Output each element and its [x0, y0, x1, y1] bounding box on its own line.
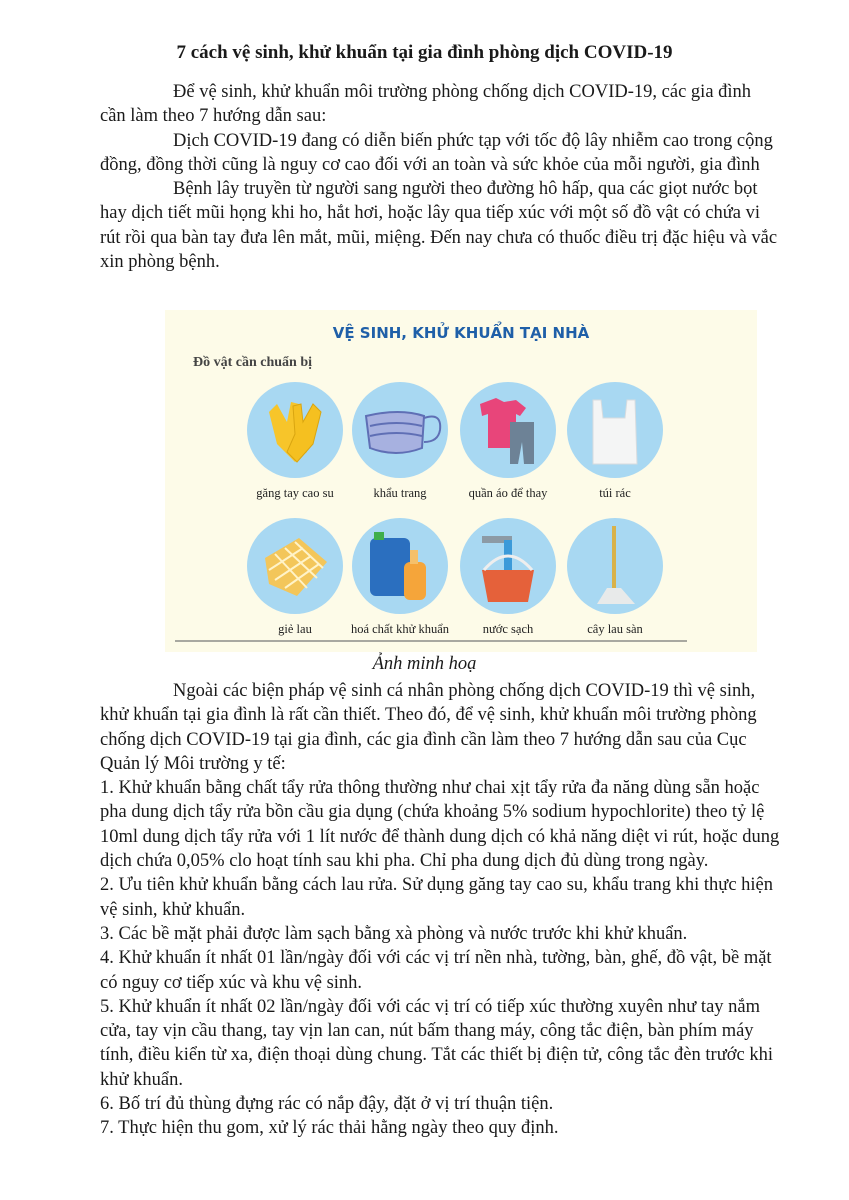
cloth-icon	[247, 518, 343, 614]
body-section	[100, 679, 780, 1141]
intro-paragraph: Để vệ sinh, khử khuẩn môi trường phòng chống dịch COVID-19, các gia đình cần làm theo 7 hướng dẫn sau:	[100, 82, 752, 127]
illustration-figure	[165, 310, 757, 652]
trash-bag-icon	[567, 382, 663, 478]
item-gloves	[240, 382, 350, 501]
item-label: quần áo để thay	[468, 486, 548, 500]
step-item: 1. Khử khuẩn bằng chất tẩy rửa thông thường như chai xịt tẩy rửa đa năng dùng sẵn hoặc pha dung dịch tẩy rửa bồn cầu gia dụng (chứa khoảng 5% sodium hypochlorite) theo tỷ lệ 10ml dung dịch tẩy rửa với 1 lít nước để thành dung dịch có khả năng diệt vi rút, hoặc dung dịch chứa 0,05% clo hoạt tính sau khi pha. Chỉ pha dung dịch đủ dùng trong ngày.	[100, 778, 780, 872]
figure-title: VỆ SINH, KHỬ KHUẨN TẠI NHÀ	[332, 324, 590, 342]
intro-paragraph: Bệnh lây truyền từ người sang người theo đường hô hấp, qua các giọt nước bọt hay dịch tiết mũi họng khi ho, hắt hơi, hoặc lây qua tiếp xúc với một số đồ vật có chứa vi rút rồi qua bàn tay đưa lên mắt, mũi, miệng. Đến nay chưa có thuốc điều trị đặc hiệu và vắc xin phòng bệnh.	[100, 179, 778, 273]
item-water	[453, 518, 563, 637]
item-label: khẩu trang	[373, 486, 427, 500]
figure-divider	[175, 640, 687, 642]
mask-icon	[352, 382, 448, 478]
item-trash-bag	[560, 382, 670, 501]
gloves-icon	[247, 382, 343, 478]
item-label: nước sạch	[482, 622, 534, 636]
clothes-icon	[460, 382, 556, 478]
item-label: hoá chất khử khuẩn	[350, 622, 450, 636]
item-mask	[345, 382, 455, 501]
item-label: túi rác	[599, 486, 631, 500]
disinfectant-icon	[352, 518, 448, 614]
intro-paragraph: Dịch COVID-19 đang có diễn biến phức tạp với tốc độ lây nhiễm cao trong cộng đồng, đồng thời cũng là nguy cơ cao đối với an toàn và sức khỏe của mỗi người, gia đình	[100, 130, 773, 175]
item-label: giẻ lau	[278, 622, 312, 636]
item-label: găng tay cao su	[256, 486, 334, 500]
water-bucket-icon	[460, 518, 556, 614]
item-disinfectant	[345, 518, 455, 637]
item-label: cây lau sàn	[587, 622, 643, 636]
step-item: 6. Bố trí đủ thùng đựng rác có nắp đậy, đặt ở vị trí thuận tiện.	[100, 1094, 554, 1115]
document-title: 7 cách vệ sinh, khử khuẩn tại gia đình phòng dịch COVID-19	[176, 42, 673, 63]
item-cloth	[240, 518, 350, 637]
step-item: 3. Các bề mặt phải được làm sạch bằng xà phòng và nước trước khi khử khuẩn.	[100, 923, 688, 944]
step-item: 5. Khử khuẩn ít nhất 02 lần/ngày đối với các vị trí có tiếp xúc thường xuyên như tay nắm cửa, tay vịn cầu thang, tay vịn lan can, nút bấm thang máy, công tắc điện, bàn phím máy tính, điều kiển từ xa, điện thoại dùng chung. Tắt các thiết bị điện tử, công tắc đèn trước khi khử khuẩn.	[100, 996, 773, 1090]
item-mop	[560, 518, 670, 637]
mop-icon	[567, 518, 663, 614]
intro-section	[100, 80, 780, 274]
body-paragraph: Ngoài các biện pháp vệ sinh cá nhân phòng chống dịch COVID-19 thì vệ sinh, khử khuẩn tại gia đình là rất cần thiết. Theo đó, để vệ sinh, khử khuẩn môi trường phòng chống dịch COVID-19 tại gia đình, các gia đình cần làm theo 7 hướng dẫn sau của Cục Quản lý Môi trường y tế:	[100, 681, 757, 774]
step-item: 7. Thực hiện thu gom, xử lý rác thải hằng ngày theo quy định.	[100, 1118, 559, 1139]
item-clothes	[453, 382, 563, 501]
figure-subtitle: Đồ vật cần chuẩn bị	[193, 355, 313, 370]
step-item: 4. Khử khuẩn ít nhất 01 lần/ngày đối với các vị trí nền nhà, tường, bàn, ghế, đồ vật, bề mặt có nguy cơ tiếp xúc và khu vệ sinh.	[100, 948, 772, 993]
step-item: 2. Ưu tiên khử khuẩn bằng cách lau rửa. Sử dụng găng tay cao su, khẩu trang khi thực hiện vệ sinh, khử khuẩn.	[100, 875, 774, 920]
figure-caption: Ảnh minh hoạ	[372, 654, 477, 674]
